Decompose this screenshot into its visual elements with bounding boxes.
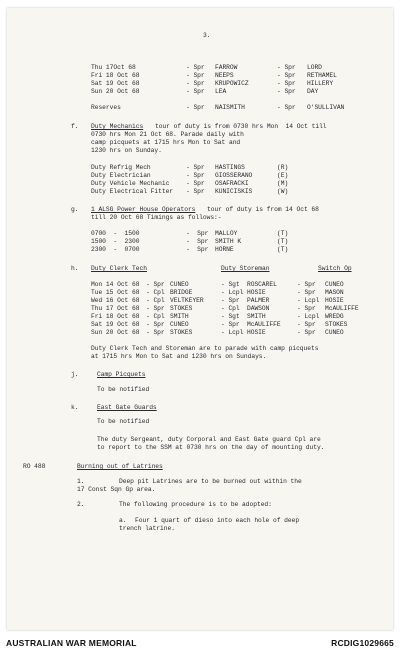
shift-rank: - Spr — [186, 246, 209, 253]
shift-time: 1500 - 2300 — [91, 238, 140, 245]
roster-name: LORD — [307, 64, 322, 71]
reserves-name: NAISMITH — [215, 104, 245, 111]
roster-name: BRIDGE — [170, 289, 193, 296]
roster-rank: - Spr — [277, 72, 296, 79]
roster-date: Fri 18 Oct 68 — [91, 313, 140, 320]
duty-rank: - Spr — [186, 172, 205, 179]
roster-name: STOKES — [170, 329, 193, 336]
roster-name: LEA — [215, 88, 227, 95]
roster-name: VELTKEYER — [170, 297, 204, 304]
shift-code: (T) — [277, 238, 289, 245]
duty-name: KUNICISKIS — [215, 188, 253, 195]
roster-name: WREDG — [325, 313, 344, 320]
roster-date: Thu 17 Oct 68 — [91, 305, 140, 312]
section-text: camp picquets at 1715 hrs Mon to Sat and — [91, 139, 241, 146]
roster-name: McAULIFFE — [325, 305, 359, 312]
shift-name: MALLOY — [215, 230, 238, 237]
roster-name: CUNEO — [325, 281, 344, 288]
roster-date: Fri 18 Oct 68 — [91, 72, 140, 79]
reserves-rank: - Spr — [277, 104, 296, 111]
roster-date: Mon 14 Oct 68 — [91, 281, 140, 288]
roster-date: Wed 16 Oct 68 — [91, 297, 140, 304]
document-page — [7, 8, 393, 630]
roster-rank: - Spr — [277, 64, 296, 71]
roster-name: HOSIE — [247, 329, 266, 336]
roster-rank: - Spr — [297, 281, 316, 288]
section-letter: g. — [71, 206, 79, 213]
roster-name: CUNEO — [170, 281, 189, 288]
footer-institution: AUSTRALIAN WAR MEMORIAL — [6, 638, 137, 648]
duty-name: HASTINGS — [215, 164, 245, 171]
roster-rank: - Spr — [297, 329, 316, 336]
roster-rank: - Cpl — [146, 313, 165, 320]
section-letter: k. — [71, 404, 79, 411]
roster-rank: - Lcpl — [221, 329, 244, 336]
duty-code: (W) — [277, 188, 289, 195]
roster-name: HOSIE — [247, 289, 266, 296]
section-text: To be notified — [97, 386, 150, 393]
section-heading: Camp Picquets — [97, 371, 146, 378]
footer-record-id: RCDIG1029665 — [331, 638, 394, 648]
section-letter: j. — [71, 371, 79, 378]
paragraph-text: 17 Const Sqn Gp area. — [77, 486, 156, 493]
section-note: Duty Clerk Tech and Storeman are to parade with camp picquets — [91, 345, 319, 352]
duty-role: Duty Electrician — [91, 172, 151, 179]
roster-date: Sun 20 Oct 68 — [91, 88, 140, 95]
roster-name: STOKES — [325, 321, 348, 328]
roster-rank: - Spr — [297, 321, 316, 328]
roster-name: CUNEO — [170, 321, 189, 328]
duty-code: (E) — [277, 172, 289, 179]
roster-rank: - Spr — [186, 64, 205, 71]
roster-date: Tue 15 Oct 68 — [91, 289, 140, 296]
section-heading: 1 ALSG Power House Operators — [91, 206, 196, 213]
section-note: at 1715 hrs Mon to Sat and 1230 hrs on Sundays. — [91, 353, 267, 360]
instruction-text: The duty Sergeant, duty Corporal and East Gate guard Cpl are — [97, 436, 321, 443]
subparagraph-text: trench latrine. — [119, 525, 175, 532]
shift-name: HORNE — [215, 246, 234, 253]
roster-name: DAY — [307, 88, 319, 95]
reserves-name: O'SULLIVAN — [307, 104, 345, 111]
roster-rank: - Spr — [221, 297, 240, 304]
duty-code: (R) — [277, 164, 289, 171]
paragraph-number: 2. — [77, 501, 85, 508]
roster-name: FARROW — [215, 64, 238, 71]
roster-name: RETHAMEL — [307, 72, 337, 79]
roster-name: MASON — [325, 289, 344, 296]
roster-name: McAULIFFE — [247, 321, 281, 328]
duty-role: Duty Electrical Fitter — [91, 188, 174, 195]
shift-time: 0700 - 1500 — [91, 230, 140, 237]
section-heading: Duty Mechanics — [91, 123, 144, 130]
section-text: To be notified — [97, 418, 150, 425]
column-heading: Duty Storeman — [221, 265, 270, 272]
paragraph-number: 1. — [77, 478, 85, 485]
column-heading: Duty Clerk Tech — [91, 265, 147, 272]
roster-rank: - Spr — [186, 72, 205, 79]
duty-name: OSAFRACKI — [215, 180, 249, 187]
roster-rank: - Spr — [146, 305, 165, 312]
roster-name: SMITH — [247, 313, 266, 320]
paragraph-text: The following procedure is to be adopted: — [119, 501, 272, 508]
section-text: 0730 hrs Mon 21 Oct 68. Parade daily with — [91, 131, 244, 138]
duty-rank: - Spr — [186, 164, 205, 171]
section-heading: East Gate Guards — [97, 404, 157, 411]
roster-rank: - Lcpl — [297, 313, 320, 320]
roster-rank: - Spr — [297, 305, 316, 312]
duty-role: Duty Vehicle Mechanic — [91, 180, 170, 187]
roster-name: STOKES — [170, 305, 193, 312]
shift-code: (T) — [277, 246, 289, 253]
roster-name: NEEPS — [215, 72, 234, 79]
roster-name: SMITH — [170, 313, 189, 320]
instruction-text: to report to the SSM at 0730 hrs on the day of mounting duty. — [97, 444, 325, 451]
roster-name: KRUPOWICZ — [215, 80, 249, 87]
roster-name: PALMER — [247, 297, 270, 304]
column-heading: Switch Op — [318, 265, 352, 272]
roster-rank: - Spr — [221, 321, 240, 328]
roster-name: CUNEO — [325, 329, 344, 336]
routine-order-heading: Burning out of Latrines — [77, 463, 163, 470]
section-text: till 20 Oct 68 Timings as follows:- — [91, 214, 222, 221]
page-number: 3. — [203, 32, 211, 39]
subparagraph-number: a. — [119, 517, 127, 524]
routine-order-number: RO 488 — [23, 463, 46, 470]
roster-rank: - Spr — [146, 321, 165, 328]
roster-name: HOSIE — [325, 297, 344, 304]
section-text: tour of duty is from 14 Oct 68 — [207, 206, 319, 213]
duty-rank: - Spr — [186, 180, 205, 187]
roster-rank: - Spr — [297, 289, 316, 296]
roster-rank: - Spr — [146, 329, 165, 336]
roster-rank: - Lcpl — [297, 297, 320, 304]
roster-date: Sun 20 Oct 68 — [91, 329, 140, 336]
roster-rank: - Cpl — [146, 289, 165, 296]
roster-rank: - Lcpl — [221, 289, 244, 296]
shift-code: (T) — [277, 230, 289, 237]
roster-rank: - Spr — [146, 281, 165, 288]
duty-role: Duty Refrig Mech — [91, 164, 151, 171]
roster-name: ROSCAREL — [247, 281, 277, 288]
roster-rank: - Cpl — [221, 305, 240, 312]
roster-rank: - Spr — [277, 80, 296, 87]
shift-rank: - Spr — [186, 230, 209, 237]
paragraph-text: Deep pit Latrines are to be burned out within the — [119, 478, 302, 485]
roster-date: Sat 19 Oct 68 — [91, 321, 140, 328]
roster-rank: - Spr — [186, 88, 205, 95]
roster-rank: - Sgt — [221, 281, 240, 288]
shift-rank: - Spr — [186, 238, 209, 245]
section-text: 1230 hrs on Sunday. — [91, 147, 162, 154]
shift-time: 2300 - 0700 — [91, 246, 140, 253]
roster-name: DAWSON — [247, 305, 270, 312]
section-letter: h. — [71, 265, 79, 272]
roster-rank: - Cpl — [146, 297, 165, 304]
section-letter: f. — [71, 123, 79, 130]
duty-name: GIOSSERANO — [215, 172, 253, 179]
roster-rank: - Sgt — [221, 313, 240, 320]
subparagraph-text: Four 1 quart of dieso into each hole of deep — [135, 517, 300, 524]
reserves-label: Reserves — [91, 104, 121, 111]
duty-rank: - Spr — [186, 188, 205, 195]
roster-name: HILLERY — [307, 80, 334, 87]
roster-rank: - Spr — [186, 80, 205, 87]
roster-date: Sat 19 Oct 68 — [91, 80, 140, 87]
section-text: tour of duty is from 0730 hrs Mon 14 Oct till — [155, 123, 327, 130]
duty-code: (M) — [277, 180, 289, 187]
roster-date: Thu 17Oct 68 — [91, 64, 136, 71]
reserves-rank: - Spr — [186, 104, 205, 111]
roster-rank: - Spr — [277, 88, 296, 95]
shift-name: SMITH K — [215, 238, 242, 245]
